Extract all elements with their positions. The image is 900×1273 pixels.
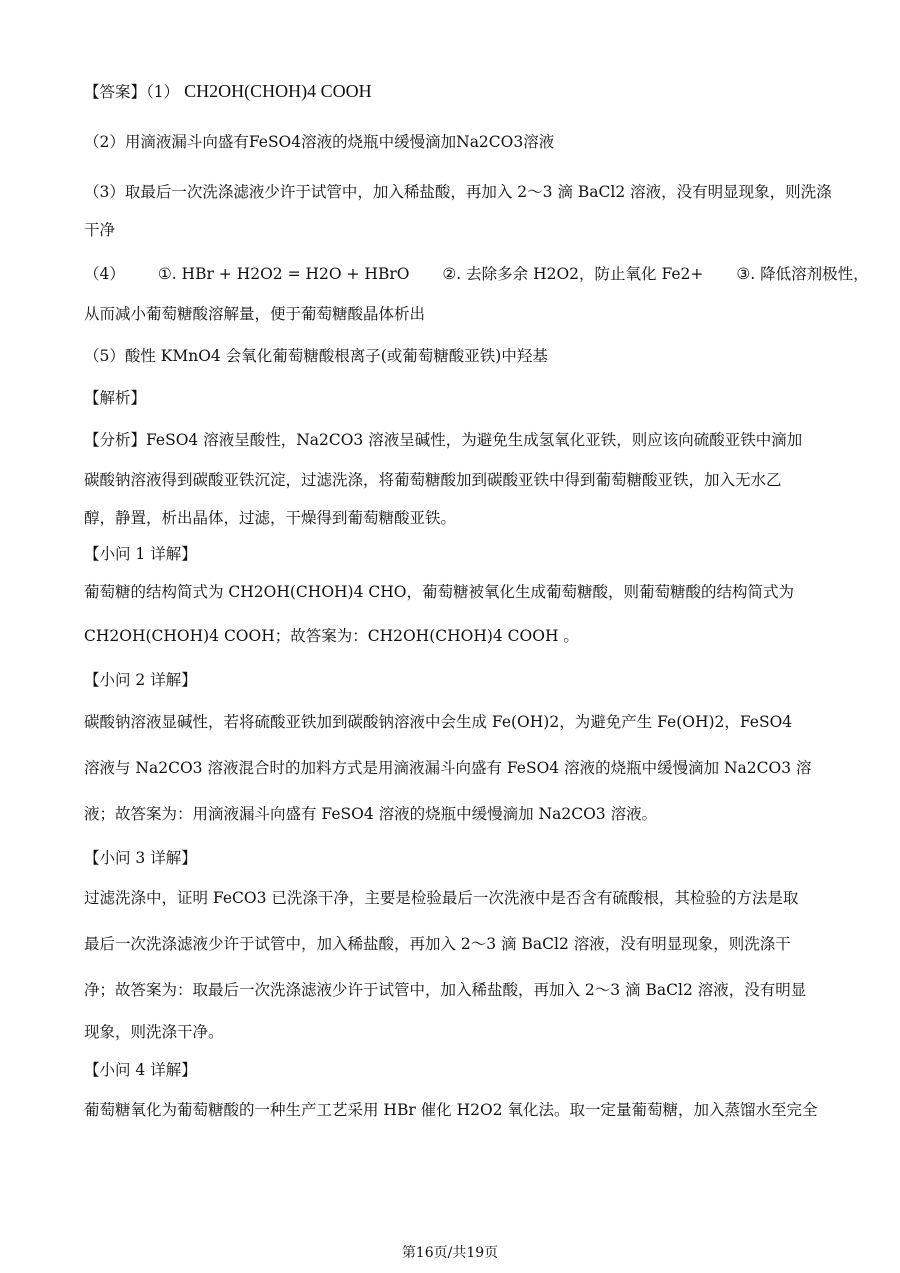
answer-q4-part1: ①. HBr + H2O2 = H2O + HBrO — [157, 265, 410, 283]
answer-label-line — [84, 80, 816, 102]
answer-q4-part2: ②. 去除多余 H2O2，防止氧化 Fe2+ — [442, 265, 704, 283]
analysis-label: 【解析】 — [84, 389, 147, 407]
answer-label: 【答案】 — [84, 83, 147, 101]
answer-q4-num: （4） — [84, 265, 125, 283]
section-3-title: 【小问 3 详解】 — [84, 849, 197, 867]
answer-q4-part3: ③. 降低溶剂极性， — [736, 265, 869, 283]
answer-q4-line1 — [84, 262, 869, 284]
answer-q3-line2: 干净 — [84, 221, 116, 239]
answer-q5: （5）酸性 KMnO4 会氧化葡萄糖酸根离子(或葡萄糖酸亚铁)中羟基 — [84, 347, 548, 365]
analysis-line3: 醇，静置，析出晶体，过滤，干燥得到葡萄糖酸亚铁。 — [84, 509, 457, 527]
answer-q4-line2: 从而减小葡萄糖酸溶解量，便于葡萄糖酸晶体析出 — [84, 305, 426, 323]
section-2-title: 【小问 2 详解】 — [84, 671, 197, 689]
section-2-line1: 碳酸钠溶液显碱性，若将硫酸亚铁加到碳酸钠溶液中会生成 Fe(OH)2，为避免产生 Fe(OH)2，FeSO4 — [84, 713, 793, 731]
answer-q2: （2）用滴液漏斗向盛有FeSO4溶液的烧瓶中缓慢滴加Na2CO3溶液 — [84, 133, 555, 151]
section-1-line2: CH2OH(CHOH)4 COOH；故答案为：CH2OH(CHOH)4 COOH 。 — [84, 627, 579, 645]
section-2-line2: 溶液与 Na2CO3 溶液混合时的加料方式是用滴液漏斗向盛有 FeSO4 溶液的烧瓶中缓慢滴加 Na2CO3 溶 — [84, 759, 812, 777]
section-1-line1: 葡萄糖的结构简式为 CH2OH(CHOH)4 CHO，葡萄糖被氧化生成葡萄糖酸，则葡萄糖酸的结构简式为 — [84, 583, 794, 601]
section-3-line1: 过滤洗涤中，证明 FeCO3 已洗涤干净，主要是检验最后一次洗液中是否含有硫酸根，其检验的方法是取 — [84, 889, 799, 907]
page-number-footer: 第16页/共19页 — [401, 1245, 499, 1261]
section-3-line3: 净；故答案为：取最后一次洗涤滤液少许于试管中，加入稀盐酸，再加入 2～3 滴 BaCl2 溶液，没有明显 — [84, 981, 807, 999]
analysis-line2: 碳酸钠溶液得到碳酸亚铁沉淀，过滤洗涤，将葡萄糖酸加到碳酸亚铁中得到葡萄糖酸亚铁，加入无水乙 — [84, 471, 782, 489]
answer-q1-formula: CH2OH(CHOH)4 COOH — [184, 81, 372, 101]
analysis-line1: 【分析】FeSO4 溶液呈酸性，Na2CO3 溶液呈碱性，为避免生成氢氧化亚铁，则应该向硫酸亚铁中滴加 — [84, 431, 803, 449]
section-2-line3: 液；故答案为：用滴液漏斗向盛有 FeSO4 溶液的烧瓶中缓慢滴加 Na2CO3 溶液。 — [84, 805, 658, 823]
answer-q3-line1: （3）取最后一次洗涤滤液少许于试管中，加入稀盐酸，再加入 2～3 滴 BaCl2 溶液，没有明显现象，则洗涤 — [84, 183, 832, 201]
section-1-title: 【小问 1 详解】 — [84, 545, 197, 563]
answer-q1-num: （1） — [146, 83, 180, 101]
section-4-title: 【小问 4 详解】 — [84, 1061, 197, 1079]
section-4-line1: 葡萄糖氧化为葡萄糖酸的一种生产工艺采用 HBr 催化 H2O2 氧化法。取一定量葡萄糖，加入蒸馏水至完全 — [84, 1101, 818, 1119]
section-3-line2: 最后一次洗涤滤液少许于试管中，加入稀盐酸，再加入 2～3 滴 BaCl2 溶液，没有明显现象，则洗涤干 — [84, 935, 791, 953]
section-3-line4: 现象，则洗涤干净。 — [84, 1023, 224, 1041]
